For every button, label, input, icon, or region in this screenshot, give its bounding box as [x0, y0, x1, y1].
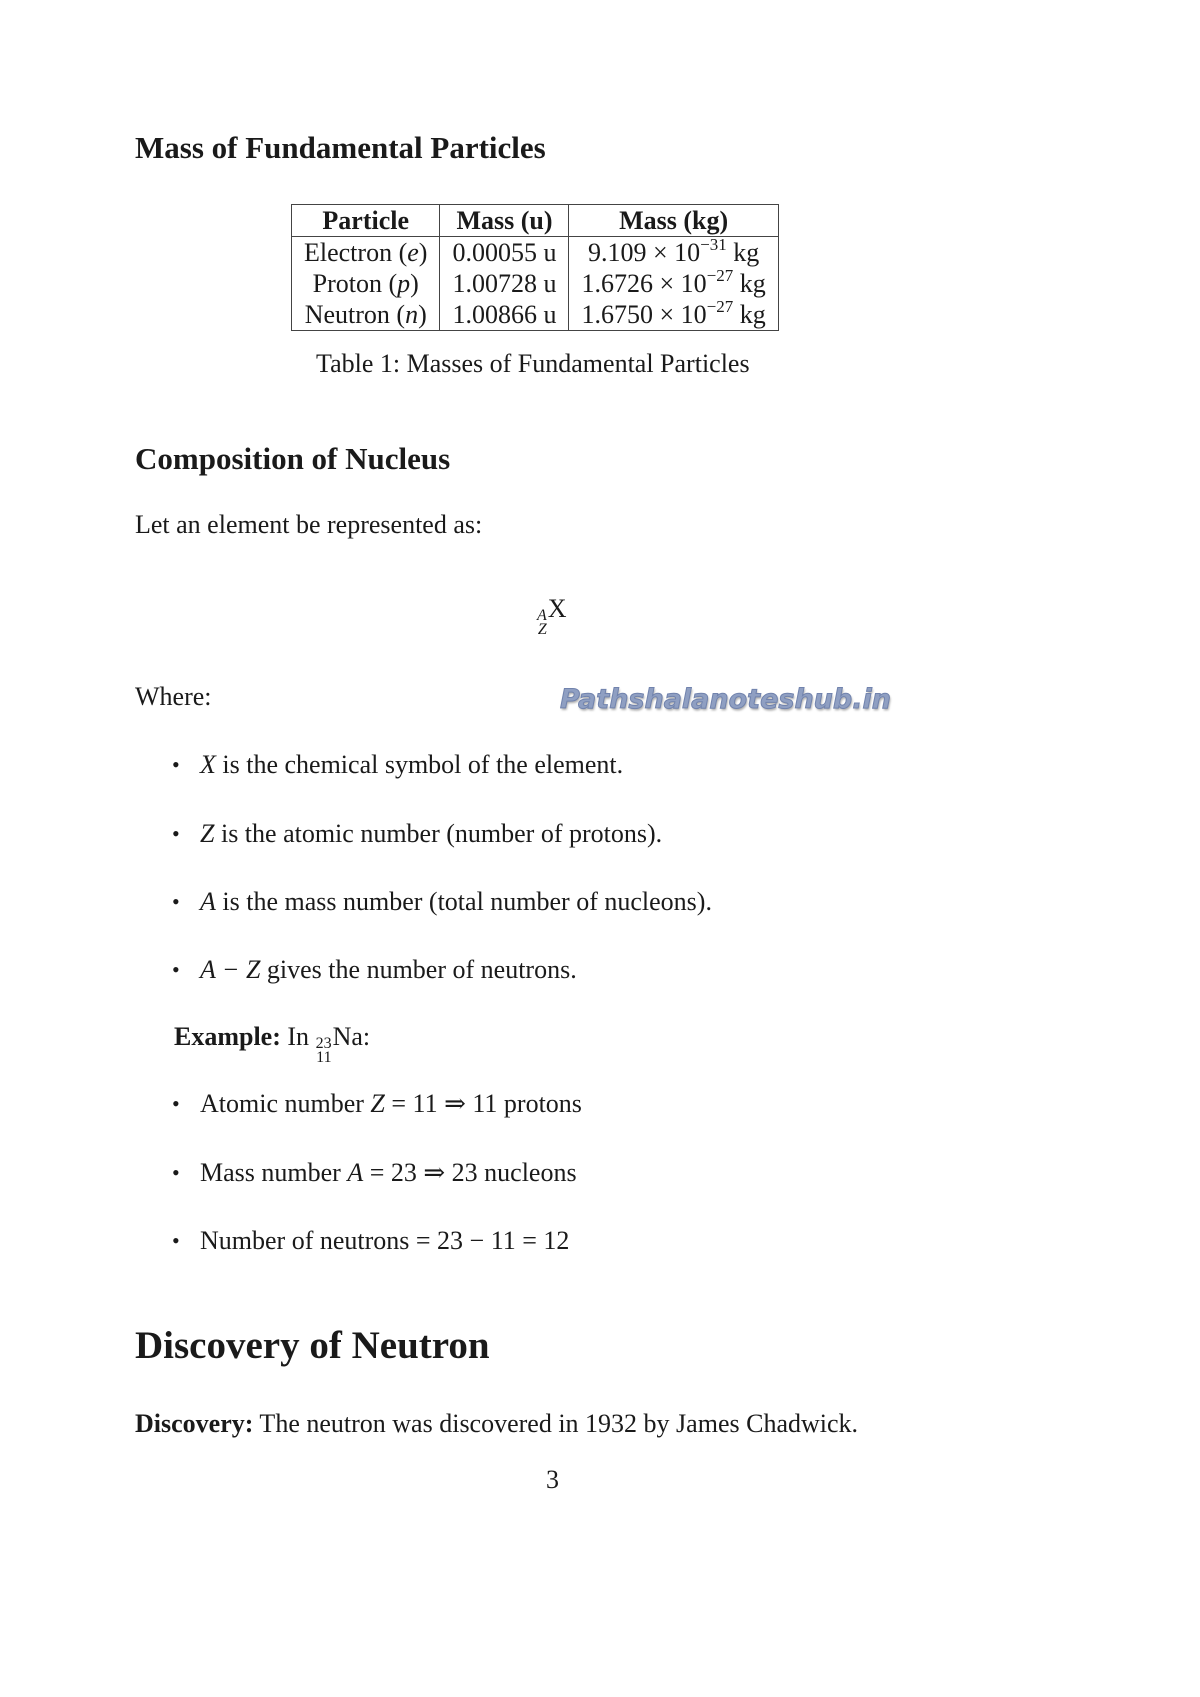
particle-cell: Neutron (n): [292, 299, 440, 331]
example-item: Number of neutrons = 23 − 11 = 12: [200, 1226, 570, 1255]
bullet-icon: •: [172, 957, 180, 982]
table-row: [292, 268, 779, 299]
watermark: Pathshalanoteshub.in: [560, 684, 891, 715]
intro-text: Let an element be represented as:: [135, 510, 483, 539]
bullet-icon: •: [172, 821, 180, 846]
list-item: A is the mass number (total number of nucleons).: [200, 887, 712, 916]
bullet-icon: •: [172, 1228, 180, 1253]
mass-kg-cell: $1.6726 \times 10^{-27}$ kg: [569, 268, 778, 299]
particle-cell: Proton (p): [292, 268, 440, 299]
table-row: [292, 237, 779, 269]
bullet-icon: •: [172, 752, 180, 777]
mass-kg-cell: $9.109 \times 10^{-31}$ kg: [569, 237, 778, 269]
section-title-discovery: Discovery of Neutron: [135, 1324, 490, 1367]
section-title-composition: Composition of Nucleus: [135, 441, 451, 476]
example-item: Atomic number Z = 11 ⇒ 11 protons: [200, 1089, 582, 1118]
where-label: Where:: [135, 682, 212, 711]
nuclide-notation: A Z X: [537, 594, 567, 638]
column-header: Particle: [292, 205, 440, 237]
list-item: Z is the atomic number (number of protons).: [200, 819, 663, 848]
list-item: A − Z gives the number of neutrons.: [200, 955, 577, 984]
page-number: 3: [546, 1465, 559, 1494]
mass-kg-cell: $1.6750 \times 10^{-27}$ kg: [569, 299, 778, 331]
section-title-mass: Mass of Fundamental Particles: [135, 130, 546, 165]
mass-u-cell: 1.00866 u: [440, 299, 569, 331]
table-row: [292, 299, 779, 331]
masses-table: [291, 204, 779, 331]
example-item: Mass number A = 23 ⇒ 23 nucleons: [200, 1158, 577, 1187]
particle-cell: Electron (e): [292, 237, 440, 269]
table-header-row: [292, 205, 779, 237]
bullet-icon: •: [172, 1091, 180, 1116]
bullet-icon: •: [172, 1160, 180, 1185]
table-caption: Table 1: Masses of Fundamental Particles: [316, 349, 750, 378]
discovery-text: Discovery: The neutron was discovered in 1932 by James Chadwick.: [135, 1409, 859, 1438]
column-header: Mass (u): [440, 205, 569, 237]
mass-u-cell: 0.00055 u: [440, 237, 569, 269]
mass-u-cell: 1.00728 u: [440, 268, 569, 299]
bullet-icon: •: [172, 889, 180, 914]
list-item: X is the chemical symbol of the element.: [200, 750, 624, 779]
example-line: Example: In 23 11 Na:: [174, 1022, 371, 1066]
column-header: Mass (kg): [569, 205, 778, 237]
